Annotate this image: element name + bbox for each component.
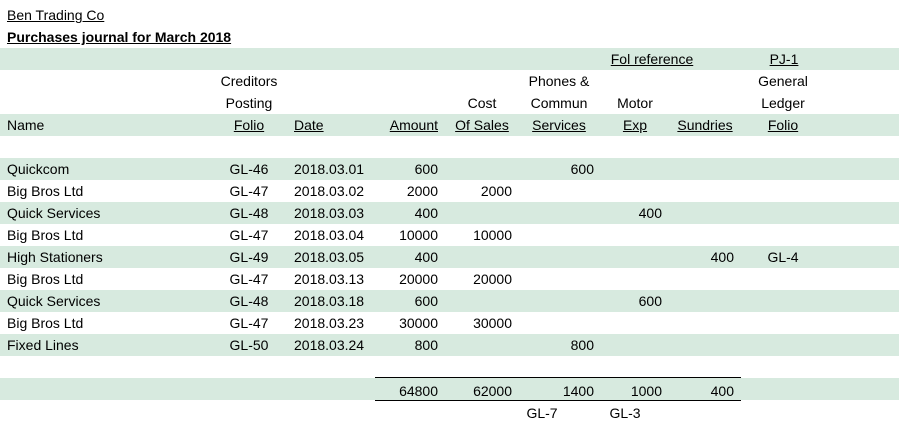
row-name: High Stationers — [7, 249, 103, 265]
header-motor: Motor — [617, 95, 653, 111]
row-amount: 30000 — [399, 315, 438, 331]
row-name: Big Bros Ltd — [7, 227, 84, 243]
header-posting: Posting — [225, 95, 273, 111]
posting-phones: GL-7 — [526, 405, 558, 421]
total-cost: 62000 — [473, 383, 512, 399]
header-commun: Commun — [530, 95, 588, 111]
row-motor — [600, 224, 662, 246]
row-phones — [520, 224, 594, 246]
row-sundries — [670, 334, 734, 356]
row-name: Quickcom — [7, 161, 70, 177]
row-cost — [450, 334, 512, 356]
row-sundries — [670, 268, 734, 290]
row-cost: 2000 — [480, 183, 512, 199]
row-name: Big Bros Ltd — [7, 315, 84, 331]
header-cost: Cost — [467, 95, 497, 111]
row-gl: GL-4 — [767, 249, 799, 265]
row-phones: 800 — [570, 337, 594, 353]
row-cost — [450, 290, 512, 312]
row-date: 2018.03.18 — [294, 293, 365, 309]
row-gl — [742, 268, 824, 290]
header-sundries: Sundries — [677, 117, 733, 133]
row-gl — [742, 224, 824, 246]
row-amount: 400 — [414, 249, 438, 265]
row-sundries — [670, 224, 734, 246]
row-amount: 800 — [414, 337, 438, 353]
header-general: General — [758, 73, 808, 89]
posting-motor: GL-3 — [609, 405, 641, 421]
row-motor: 400 — [638, 205, 662, 221]
total-sundries: 400 — [710, 383, 734, 399]
row-gl — [742, 202, 824, 224]
row-phones — [520, 268, 594, 290]
row-date: 2018.03.23 — [294, 315, 365, 331]
total-motor: 1000 — [630, 383, 662, 399]
row-sundries — [670, 180, 734, 202]
row-gl — [742, 334, 824, 356]
row-amount: 600 — [414, 293, 438, 309]
row-amount: 600 — [414, 161, 438, 177]
row-gl — [742, 312, 824, 334]
row-gl — [742, 158, 824, 180]
row-cost — [450, 246, 512, 268]
total-amount: 64800 — [399, 383, 438, 399]
row-cost: 20000 — [473, 271, 512, 287]
row-folio: GL-47 — [229, 315, 269, 331]
row-gl — [742, 290, 824, 312]
row-date: 2018.03.02 — [294, 183, 365, 199]
row-amount: 400 — [414, 205, 438, 221]
header-of-sales: Of Sales — [455, 117, 509, 133]
row-phones — [520, 180, 594, 202]
row-motor: 600 — [638, 293, 662, 309]
fol-reference-label: Fol reference — [610, 51, 694, 67]
row-amount: 10000 — [399, 227, 438, 243]
row-cost — [450, 202, 512, 224]
row-name: Quick Services — [7, 205, 101, 221]
row-name: Quick Services — [7, 293, 101, 309]
row-sundries: 400 — [710, 249, 734, 265]
row-phones — [520, 246, 594, 268]
company-name: Ben Trading Co — [7, 7, 105, 23]
row-name: Big Bros Ltd — [7, 183, 84, 199]
header-exp: Exp — [622, 117, 648, 133]
header-folio: Folio — [233, 117, 265, 133]
totals-top-rule — [375, 377, 741, 378]
row-motor — [600, 334, 662, 356]
row-motor — [600, 268, 662, 290]
row-amount: 20000 — [399, 271, 438, 287]
row-date: 2018.03.01 — [294, 161, 365, 177]
row-date: 2018.03.04 — [294, 227, 365, 243]
total-phones: 1400 — [562, 383, 594, 399]
header-name: Name — [7, 117, 45, 133]
row-motor — [600, 180, 662, 202]
row-sundries — [670, 312, 734, 334]
row-cost: 10000 — [473, 227, 512, 243]
row-sundries — [670, 202, 734, 224]
row-phones — [520, 202, 594, 224]
row-cost — [450, 158, 512, 180]
row-motor — [600, 312, 662, 334]
row-date: 2018.03.24 — [294, 337, 365, 353]
row-sundries — [670, 290, 734, 312]
row-folio: GL-46 — [229, 161, 269, 177]
header-ledger: Ledger — [761, 95, 805, 111]
row-phones — [520, 312, 594, 334]
journal-title: Purchases journal for March 2018 — [7, 29, 232, 45]
row-name: Big Bros Ltd — [7, 271, 84, 287]
row-sundries — [670, 158, 734, 180]
row-folio: GL-49 — [229, 249, 269, 265]
row-folio: GL-50 — [229, 337, 269, 353]
row-folio: GL-48 — [229, 293, 269, 309]
row-folio: GL-47 — [229, 271, 269, 287]
header-amount: Amount — [389, 117, 438, 133]
row-name: Fixed Lines — [7, 337, 79, 353]
row-motor — [600, 158, 662, 180]
row-cost: 30000 — [473, 315, 512, 331]
row-folio: GL-47 — [229, 227, 269, 243]
row-phones: 600 — [570, 161, 594, 177]
row-phones — [520, 290, 594, 312]
header-creditors: Creditors — [220, 73, 278, 89]
row-folio: GL-48 — [229, 205, 269, 221]
fol-reference-value: PJ-1 — [769, 51, 799, 67]
row-folio: GL-47 — [229, 183, 269, 199]
row-amount: 2000 — [406, 183, 438, 199]
header-gl-folio: Folio — [767, 117, 799, 133]
row-date: 2018.03.05 — [294, 249, 365, 265]
header-phones: Phones & — [528, 73, 590, 89]
row-date: 2018.03.03 — [294, 205, 365, 221]
header-date: Date — [294, 117, 324, 133]
row-motor — [600, 246, 662, 268]
row-date: 2018.03.13 — [294, 271, 365, 287]
row-gl — [742, 180, 824, 202]
header-services: Services — [532, 117, 586, 133]
